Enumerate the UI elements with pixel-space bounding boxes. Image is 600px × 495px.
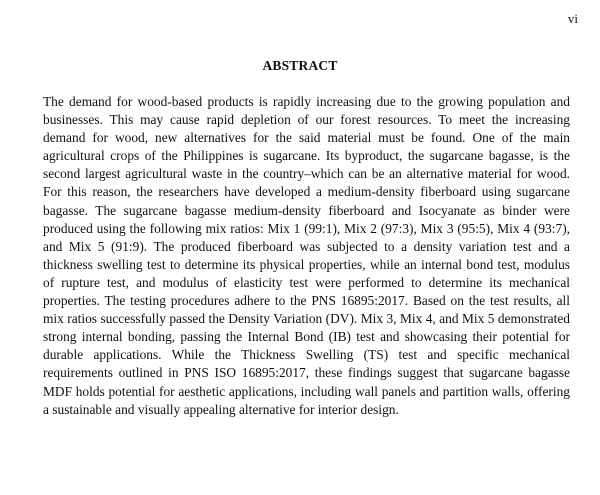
abstract-body: The demand for wood-based products is rapidly increasing due to the growing population and businesses. This may cause rapid depletion of our forest resources. To meet the increasing demand for wood, new alternatives for the said material must be found. One of the main agricultural crops of the Philippines is sugarcane. Its byproduct, the sugarcane bagasse, is the second largest agricultural waste in the country–which can be an alternative material for wood. For this reason, the researchers have developed a medium-density fiberboard using sugarcane bagasse. The sugarcane bagasse medium-density fiberboard and Isocyanate as binder were produced using the following mix ratios: Mix 1 (99:1), Mix 2 (97:3), Mix 3 (95:5), Mix 4 (93:7), and Mix 5 (91:9). The produced fiberboard was subjected to a density variation test and a thickness swelling test to determine its physical properties, while an internal bond test, modulus of rupture test, and modulus of elasticity test were performed to determine its mechanical properties. The testing procedures adhere to the PNS 16895:2017. Based on the test results, all mix ratios successfully passed the Density Variation (DV). Mix 3, Mix 4, and Mix 5 demonstrated strong internal bonding, passing the Internal Bond (IB) test and showcasing their potential for durable applications. While the Thickness Swelling (TS) test and specific mechanical requirements outlined in PNS ISO 16895:2017, these findings suggest that sugarcane bagasse MDF holds potential for aesthetic applications, including wall panels and partition walls, offering a sustainable and visually appealing alternative for interior design. (43, 94, 570, 417)
page-number: vi (567, 11, 578, 26)
abstract-heading: ABSTRACT (262, 58, 338, 73)
